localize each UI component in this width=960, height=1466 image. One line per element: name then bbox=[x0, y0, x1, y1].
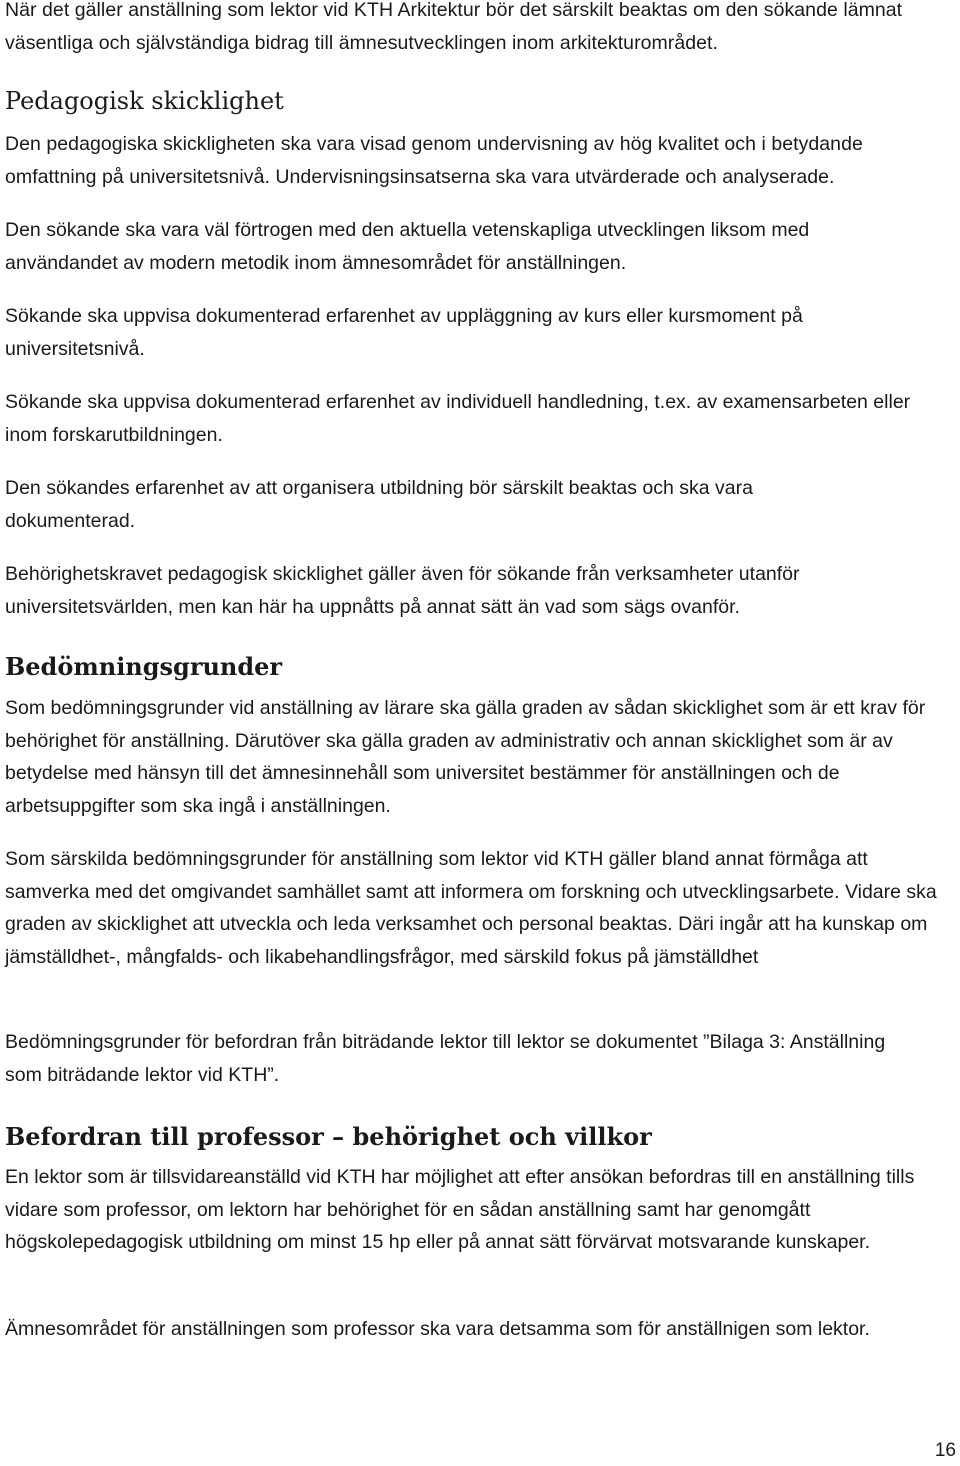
pedagogical-paragraph-5: Den sökandes erfarenhet av att organisera utbildning bör särskilt beaktas och ska vara dokumenterad. bbox=[5, 477, 753, 532]
page-number: 16 bbox=[934, 1440, 956, 1461]
assessment-paragraph-3: Bedömningsgrunder för befordran från biträdande lektor till lektor se dokumentet ”Bilaga 3: Anställning som biträdande lektor vid KTH”. bbox=[5, 1031, 886, 1086]
pedagogical-paragraph-4: Sökande ska uppvisa dokumenterad erfarenhet av individuell handledning, t.ex. av examensarbeten eller inom forskarutbildningen. bbox=[5, 391, 911, 446]
pedagogical-paragraph-6: Behörighetskravet pedagogisk skicklighet gäller även för sökande från verksamheter utanför universitetsvärlden, men kan här ha uppnåtts på annat sätt än vad som sägs ovanför. bbox=[5, 563, 800, 618]
pedagogical-paragraph-1: Den pedagogiska skickligheten ska vara visad genom undervisning av hög kvalitet och i betydande omfattning på universitetsnivå. Undervisningsinsatserna ska vara utvärderade och analyserade. bbox=[5, 133, 863, 188]
pedagogical-paragraph-2: Den sökande ska vara väl förtrogen med den aktuella vetenskapliga utvecklingen liksom med användandet av modern metodik inom ämnesområdet för anställningen. bbox=[5, 219, 810, 274]
heading-pedagogical-skill: Pedagogisk skicklighet bbox=[5, 87, 284, 115]
promotion-paragraph-1: En lektor som är tillsvidareanställd vid KTH har möjlighet att efter ansökan befordras till en anställning tills vidare som professor, om lektorn har behörighet för en sådan anställning samt har genomgått högskolepedagogisk utbildning om minst 15 hp eller på annat sätt förvärvat motsvarande kunskaper. bbox=[5, 1166, 915, 1253]
heading-promotion-to-professor: Befordran till professor – behörighet och villkor bbox=[5, 1122, 652, 1151]
intro-paragraph: När det gäller anställning som lektor vid KTH Arkitektur bör det särskilt beaktas om den sökande lämnat väsentliga och självständiga bidrag till ämnesutvecklingen inom arkitekturområdet. bbox=[5, 0, 903, 54]
promotion-paragraph-2: Ämnesområdet för anställningen som professor ska vara detsamma som för anställnigen som lektor. bbox=[5, 1318, 870, 1340]
heading-assessment-criteria: Bedömningsgrunder bbox=[5, 652, 283, 681]
pedagogical-paragraph-3: Sökande ska uppvisa dokumenterad erfarenhet av uppläggning av kurs eller kursmoment på universitetsnivå. bbox=[5, 305, 803, 360]
assessment-paragraph-1: Som bedömningsgrunder vid anställning av lärare ska gälla graden av sådan skicklighet som är ett krav för behörighet för anställning. Därutöver ska gälla graden av administrativ och annan skicklighet som är av betydelse med hänsyn till det ämnesinnehåll som universitet bestämmer för anställningen och de arbetsuppgifter som ska ingå i anställningen. bbox=[5, 697, 926, 817]
assessment-paragraph-2: Som särskilda bedömningsgrunder för anställning som lektor vid KTH gäller bland annat förmåga att samverka med det omgivandet samhället samt att informera om forskning och utvecklingsarbete. Vidare ska graden av skicklighet att utveckla och leda verksamhet och personal beaktas. Däri ingår att ha kunskap om jämställdhet-, mångfalds- och likabehandlingsfrågor, med särskild fokus på jämställdhet bbox=[5, 848, 937, 968]
